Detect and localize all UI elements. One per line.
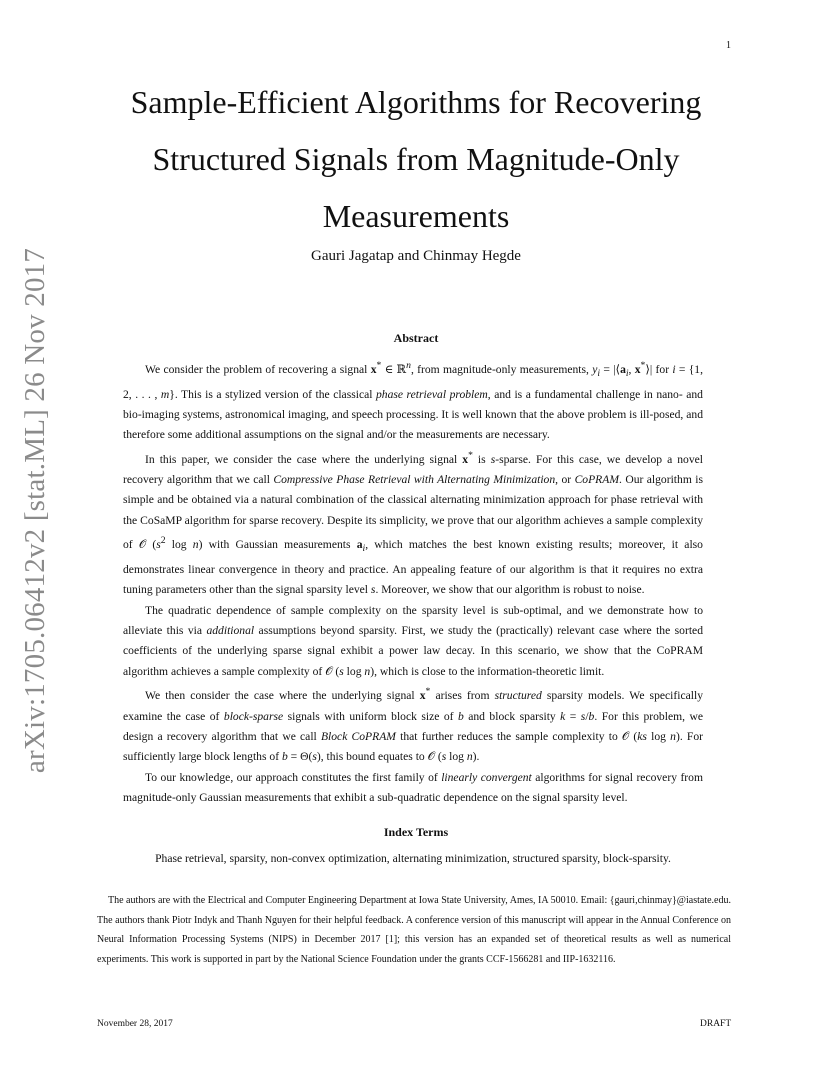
math-symbol: ): [472, 750, 477, 764]
text-run: . Moreover, we show that our algorithm is robust to noise.: [375, 583, 645, 597]
abstract-paragraph-2: [123, 446, 703, 601]
math-symbol: s: [370, 583, 376, 597]
math-symbol: = |⟨: [600, 362, 621, 376]
math-symbol: ): [316, 750, 321, 764]
text-run: . Our algorithm is simple and be obtained via a natural combination of the classical alternating minimization approach for phase retrieval with the CoSaMP algorithm for sparse recovery. Despite its simplicity, we prove that our algorithm achieves a sample complexity of: [123, 473, 703, 552]
text-run: , which matches the best known existing results; moreover, it also demonstrates linear convergence in theory and practice. An appealing feature of our algorithm is that it requires no extra tuning parameters other than the signal sparsity level: [123, 538, 703, 597]
math-symbol: }: [169, 387, 175, 401]
arxiv-identifier-text: arXiv:1705.06412v2 [stat.ML] 26 Nov 2017: [19, 247, 52, 773]
math-symbol: /: [585, 709, 589, 723]
text-run: , or: [555, 473, 575, 487]
text-run: with Gaussian measurements: [202, 538, 357, 552]
emphasis-text: linearly convergent: [441, 770, 532, 784]
math-symbol: =: [565, 709, 581, 723]
abstract-paragraph-3: [123, 601, 703, 683]
math-symbol: s: [156, 538, 161, 552]
text-run: arises from: [430, 689, 495, 703]
math-symbol: b: [457, 709, 464, 723]
text-run: , and is a fundamental challenge in nano- and bio-imaging systems, astronomical imaging, and speech processing. It is well known that the above problem is ill-posed, and therefore some additional assumptions on the signal and/or the measurements are necessary.: [123, 387, 703, 442]
text-run: for: [652, 362, 673, 376]
text-run: and block sparsity: [463, 709, 561, 723]
emphasis-text: Block CoPRAM: [320, 729, 396, 743]
arxiv-identifier-stamp: [18, 247, 54, 773]
text-run: To our knowledge, our approach constitutes the first family of: [145, 770, 442, 784]
text-run: The authors are with the Electrical and Computer Engineering Department at Iowa State University, Ames, IA 50010. Email: {gauri,chinmay}@iastate.edu. The authors thank Piotr Indyk and Thanh Nguyen for their helpful feedback. A conference version of this manuscript will appear in the Annual Conference on Neural Information Processing Systems (NIPS) in December 2017 [: [97, 895, 731, 946]
text-run: that further reduces the sample complexity to: [395, 729, 622, 743]
author-list: Gauri Jagatap and Chinmay Hegde: [311, 248, 521, 264]
math-symbol: x: [419, 689, 426, 703]
text-run: .: [476, 750, 480, 764]
math-subscript: i: [597, 368, 601, 380]
abstract-heading: Abstract: [393, 331, 439, 345]
math-symbol: b: [281, 750, 288, 764]
math-superscript: 2: [160, 535, 166, 547]
title-line-3: Measurements: [322, 198, 510, 234]
math-symbol: m: [160, 387, 170, 401]
math-x-star: [370, 360, 382, 376]
abstract-paragraph-1: [123, 356, 703, 446]
emphasis-text: Compressive Phase Retrieval with Alternating Minimization: [273, 473, 556, 487]
math-symbol: x: [370, 362, 377, 376]
math-symbol: y: [592, 362, 598, 376]
text-run: sparsity models. We specifically examine the case of: [123, 689, 703, 723]
footer-draft-label: DRAFT: [700, 1019, 732, 1029]
page-number: 1: [726, 40, 731, 51]
math-symbol: 𝒪 (: [621, 729, 638, 743]
emphasis-text: block-sparse: [223, 709, 284, 723]
math-symbol: 𝒪 (: [138, 538, 157, 552]
index-terms-heading: Index Terms: [383, 825, 449, 839]
math-subscript: i: [362, 543, 366, 555]
text-run: -sparse. For this case, we develop a novel recovery algorithm that we call: [123, 452, 704, 487]
citation-link[interactable]: 1: [388, 934, 394, 946]
text-run: ]; this version has an expanded set of theoretical results as well as numerical experiments. This work is supported in part by the National Science Foundation under the grants CCF-1566281 and IIP-1632116.: [97, 934, 731, 965]
emphasis-text: structured: [494, 689, 542, 703]
text-run: algorithms for signal recovery from magnitude-only Gaussian measurements that exhibit a sub-quadratic dependence on the signal sparsity level.: [123, 770, 703, 805]
math-superscript: *: [468, 449, 473, 461]
math-symbol: 𝒪 (: [427, 750, 442, 764]
abstract-paragraph-5: [123, 768, 703, 809]
math-symbol: ): [198, 538, 203, 552]
paper-title: [96, 74, 736, 245]
text-run: We then consider the case where the underlying signal: [145, 689, 420, 703]
text-run: In this paper, we consider the case where the underlying signal: [145, 452, 463, 466]
math-symbol: log: [165, 538, 193, 552]
title-line-2: Structured Signals from Magnitude-Only: [152, 141, 680, 177]
emphasis-text: phase retrieval problem: [375, 387, 488, 401]
text-run: We consider the problem of recovering a signal: [145, 362, 371, 376]
math-superscript: *: [376, 360, 382, 371]
math-symbol: ): [370, 664, 375, 678]
math-symbol: ): [675, 729, 680, 743]
text-run: signals with uniform block size of: [283, 709, 458, 723]
abstract-body: [123, 356, 703, 809]
index-terms-text: Phase retrieval, sparsity, non-convex optimization, alternating minimization, structured sparsity, block-sparsity.: [155, 852, 671, 865]
math-symbol: i: [672, 362, 676, 376]
math-symbol: ks: [637, 729, 647, 743]
math-symbol: ,: [628, 362, 635, 376]
emphasis-text: additional: [206, 624, 255, 638]
math-subscript: i: [625, 368, 629, 380]
abstract-paragraph-4: [123, 682, 703, 767]
math-symbol: 𝒪 (: [325, 664, 340, 678]
math-symbol: n: [466, 750, 473, 764]
math-symbol: s: [490, 452, 496, 466]
text-run: , from magnitude-only measurements,: [410, 362, 593, 376]
text-run: is: [472, 452, 491, 466]
math-symbol: s: [312, 750, 317, 764]
text-run: . For this problem, we design a recovery algorithm that we call: [123, 709, 703, 743]
text-run: . This is a stylized version of the classical: [174, 387, 376, 401]
math-symbol: b: [588, 709, 595, 723]
math-symbol: s: [580, 709, 586, 723]
title-line-1: Sample-Efficient Algorithms for Recovering: [130, 84, 702, 120]
math-symbol: = Θ(: [287, 750, 313, 764]
math-symbol: n: [364, 664, 371, 678]
math-symbol: s: [441, 750, 447, 764]
text-run: . For sufficiently large block lengths of: [123, 729, 703, 764]
math-symbol: log: [446, 750, 467, 764]
emphasis-text: CoPRAM: [574, 473, 619, 487]
math-symbol: ∈ ℝ: [381, 362, 407, 376]
math-symbol: log: [646, 729, 671, 743]
math-superscript: *: [640, 360, 646, 371]
math-superscript: n: [406, 360, 411, 371]
math-symbol: log: [343, 664, 365, 678]
author-footnote: [97, 891, 731, 969]
math-superscript: *: [425, 686, 431, 698]
math-symbol: s: [339, 664, 344, 678]
footer-date: November 28, 2017: [97, 1019, 173, 1029]
math-symbol: x: [462, 452, 469, 466]
math-symbol: a: [620, 362, 626, 376]
math-symbol: n: [192, 538, 199, 552]
text-run: The quadratic dependence of sample complexity on the sparsity level is sub-optimal, and we demonstrate how to alleviate this via: [123, 603, 703, 638]
math-symbol: = {1, 2, . . . ,: [123, 362, 703, 401]
text-run: , this bound equates to: [320, 750, 428, 764]
math-symbol: ⟩|: [645, 362, 653, 376]
math-symbol: x: [634, 362, 641, 376]
math-symbol: n: [670, 729, 676, 743]
text-run: , which is close to the information-theoretic limit.: [374, 664, 605, 678]
text-run: assumptions beyond sparsity. First, we study the (practically) relevant case where the sorted coefficients of the underlying sparse signal exhibit a power law decay. In this scenario, we show that the CoPRAM algorithm achieves a sample complexity of: [123, 624, 703, 678]
math-symbol: k: [560, 709, 566, 723]
math-symbol: a: [356, 538, 363, 552]
